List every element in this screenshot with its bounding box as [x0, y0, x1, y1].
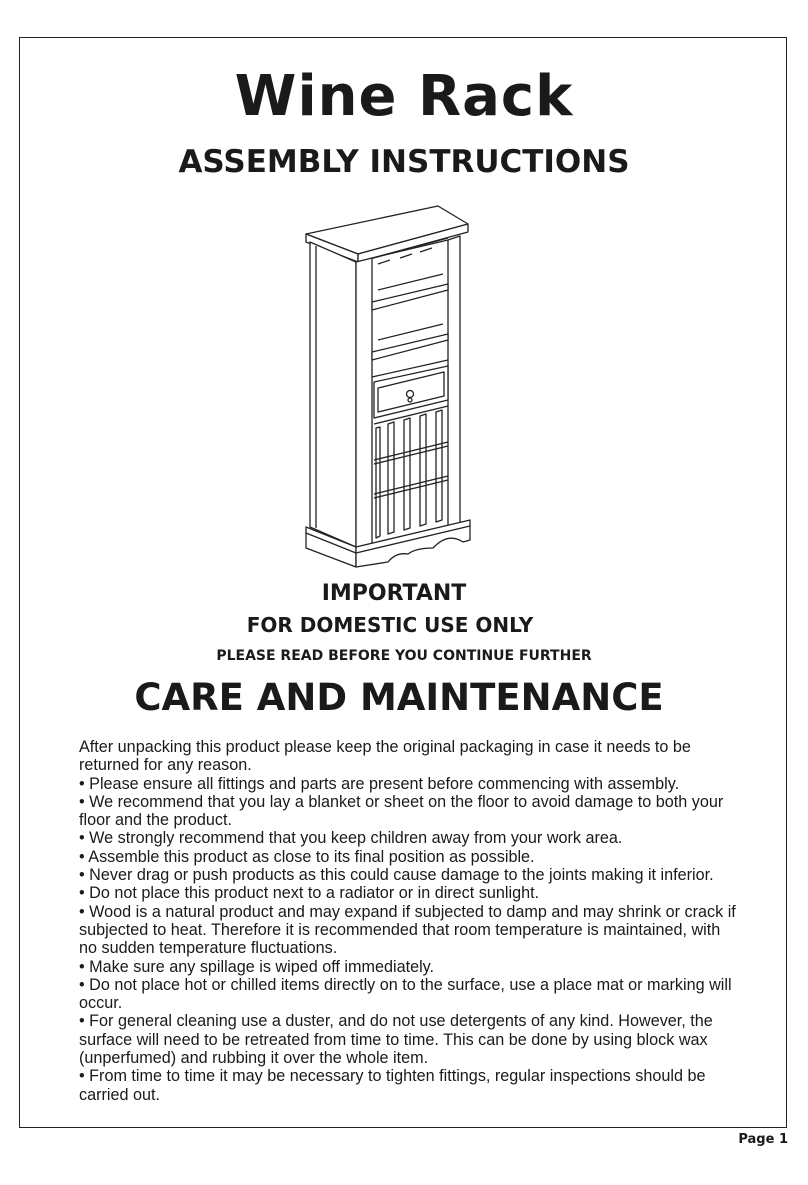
care-instructions [79, 738, 739, 1104]
read-before-notice: PLEASE READ BEFORE YOU CONTINUE FURTHER [216, 648, 592, 664]
care-paragraph: • We strongly recommend that you keep children away from your work area. [79, 829, 623, 848]
care-paragraph: • Please ensure all fittings and parts are present before commencing with assembly. [79, 774, 680, 793]
care-paragraph: • Make sure any spillage is wiped off immediately. [79, 957, 435, 976]
important-heading: IMPORTANT [321, 581, 467, 606]
care-paragraph: • Assemble this product as close to its final position as possible. [79, 847, 535, 866]
page-number: Page 1 [738, 1132, 788, 1147]
care-paragraph: • Wood is a natural product and may expand if subjected to damp and may shrink or crack if subjected to heat. Therefore it is recommended that room temperature is maintained, with no sudden temperature fluctuations. [79, 902, 736, 958]
care-paragraph: • Do not place this product next to a radiator or in direct sunlight. [79, 884, 540, 903]
care-paragraph: • Do not place hot or chilled items directly on to the surface, use a place mat or marking will occur. [79, 975, 732, 1013]
care-paragraph: • We recommend that you lay a blanket or sheet on the floor to avoid damage to both your floor and the product. [79, 792, 724, 830]
care-paragraph: • Never drag or push products as this could cause damage to the joints making it inferior. [79, 866, 714, 885]
wine-rack-cabinet-icon [298, 202, 478, 577]
care-heading: CARE AND MAINTENANCE [134, 676, 664, 719]
care-paragraph: • For general cleaning use a duster, and do not use detergents of any kind. However, the surface will need to be retreated from time to time. This can be done by using block wax (unperfumed) and rubbing it over the whole item. [79, 1012, 713, 1068]
care-paragraph: • From time to time it may be necessary to tighten fittings, regular inspections should be carried out. [79, 1067, 706, 1104]
document-subtitle: ASSEMBLY INSTRUCTIONS [178, 144, 630, 180]
care-paragraph: After unpacking this product please keep the original packaging in case it needs to be returned for any reason. [79, 738, 691, 775]
document-title: Wine Rack [234, 64, 574, 129]
domestic-use-notice: FOR DOMESTIC USE ONLY [246, 613, 534, 637]
